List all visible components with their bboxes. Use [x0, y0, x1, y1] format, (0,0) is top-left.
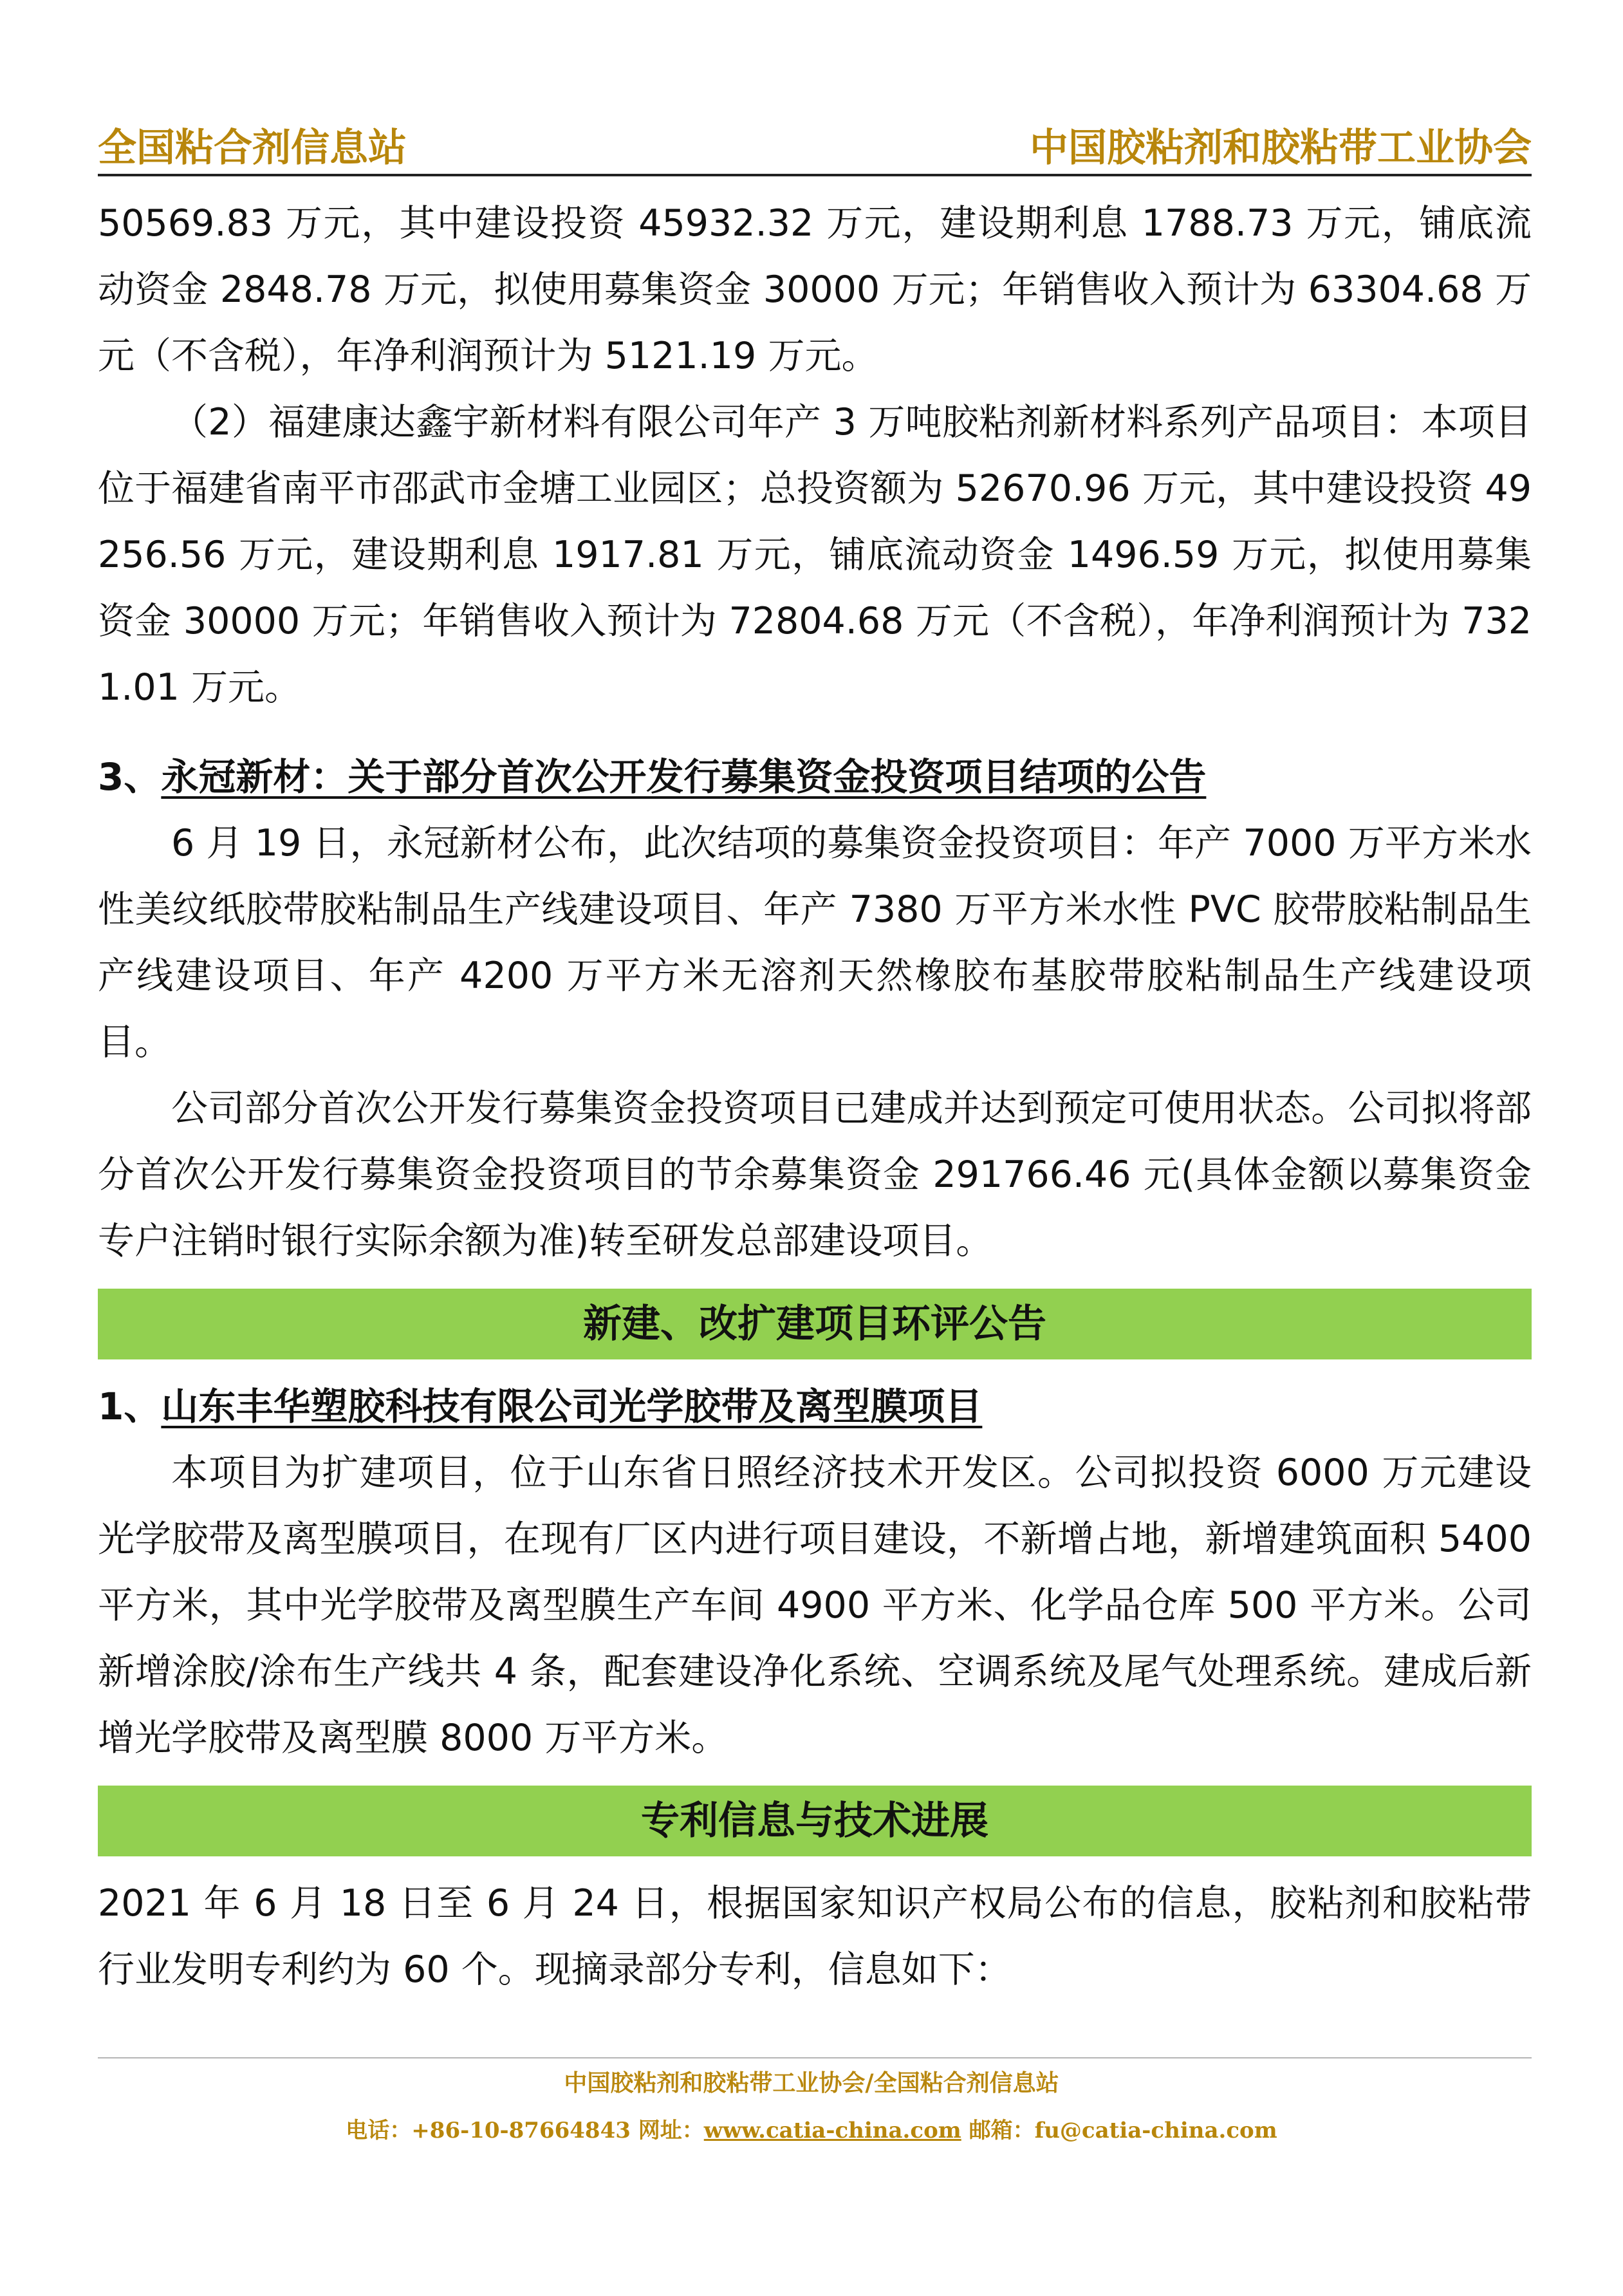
header-left-title: 全国粘合剂信息站	[98, 126, 407, 171]
section-band-eia: 新建、改扩建项目环评公告	[98, 1289, 1532, 1359]
paragraph-patent-summary: 2021 年 6 月 18 日至 6 月 24 日，根据国家知识产权局公布的信息，胶粘剂和胶粘带行业发明专利约为 60 个。现摘录部分专利，信息如下：	[98, 1882, 1532, 1991]
section-band-patents: 专利信息与技术进展	[98, 1786, 1532, 1856]
footer-divider	[98, 2057, 1532, 2058]
paragraph-project-2: （2）福建康达鑫宇新材料有限公司年产 3 万吨胶粘剂新材料系列产品项目：本项目位于福建省南平市邵武市金塘工业园区；总投资额为 52670.96 万元，其中建设投资 49256.56 万元，建设期利息 1917.81 万元，铺底流动资金 1496.59 万元，拟使用募集资金 30000 万元；年销售收入预计为 72804.68 万元（不含税），年净利润预计为 7321.01 万元。	[98, 401, 1532, 709]
footer-phone: 电话：+86-10-87664843 网址：	[346, 2118, 704, 2143]
header-right-title: 中国胶粘剂和胶粘带工业协会	[1030, 126, 1532, 171]
heading-title: 永冠新材：关于部分首次公开发行募集资金投资项目结项的公告	[161, 755, 1207, 799]
heading-number: 3、	[98, 755, 162, 799]
paragraph-fenghua-project: 本项目为扩建项目，位于山东省日照经济技术开发区。公司拟投资 6000 万元建设光学胶带及离型膜项目，在现有厂区内进行项目建设，不新增占地，新增建筑面积 5400 平方米，其中光学胶带及离型膜生产车间 4900 平方米、化学品仓库 500 平方米。公司新增涂胶/涂布生产线共 4 条，配套建设净化系统、空调系统及尾气处理系统。建成后新增光学胶带及离型膜 8000 万平方米。	[98, 1451, 1532, 1759]
footer-email: 邮箱：fu@catia-china.com	[961, 2118, 1277, 2143]
footer-website-link[interactable]: www.catia-china.com	[703, 2118, 961, 2143]
paragraph-yongguan-projects: 6 月 19 日，永冠新材公布，此次结项的募集资金投资项目：年产 7000 万平方米水性美纹纸胶带胶粘制品生产线建设项目、年产 7380 万平方米水性 PVC 胶带胶粘制品生产线建设项目、年产 4200 万平方米无溶剂天然橡胶布基胶带胶粘制品生产线建设项目。	[98, 822, 1532, 1063]
page-content	[98, 191, 1532, 2003]
heading-number: 1、	[98, 1385, 162, 1428]
page-header	[98, 109, 1532, 176]
section-heading-fenghua	[98, 1374, 1532, 1440]
section-heading-yongguan	[98, 744, 1532, 810]
heading-title: 山东丰华塑胶科技有限公司光学胶带及离型膜项目	[161, 1385, 983, 1428]
paragraph-yongguan-funds: 公司部分首次公开发行募集资金投资项目已建成并达到预定可使用状态。公司拟将部分首次公开发行募集资金投资项目的节余募集资金 291766.46 元(具体金额以募集资金专户注销时银行实际余额为准)转至研发总部建设项目。	[98, 1087, 1532, 1262]
footer-organization: 中国胶粘剂和胶粘带工业协会/全国粘合剂信息站	[564, 2069, 1059, 2096]
paragraph-project-1-continued: 50569.83 万元，其中建设投资 45932.32 万元，建设期利息 1788.73 万元，铺底流动资金 2848.78 万元，拟使用募集资金 30000 万元；年销售收入预计为 63304.68 万元（不含税），年净利润预计为 5121.19 万元。	[98, 202, 1532, 377]
footer-contact	[0, 2111, 1623, 2150]
